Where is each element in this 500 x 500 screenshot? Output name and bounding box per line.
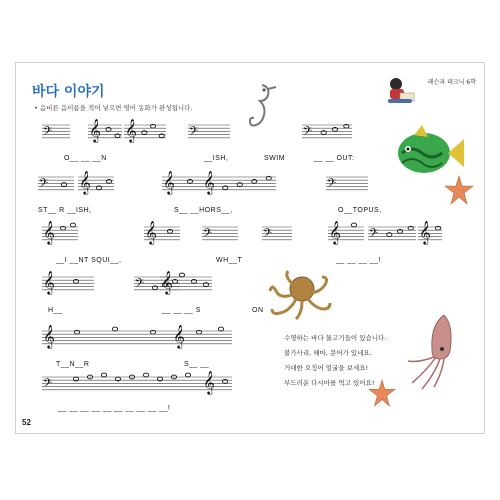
word-line: ON [252, 307, 264, 314]
treble-clef-icon: 𝄞 [161, 270, 173, 294]
word-line: ST__ R __ISH, [38, 207, 92, 214]
treble-clef-icon: 𝄞 [43, 270, 55, 294]
treble-clef-icon: 𝄞 [203, 370, 215, 394]
note-head [101, 373, 106, 377]
page-number: 52 [22, 418, 31, 427]
note-head [70, 223, 75, 227]
treble-clef-icon: 𝄞 [173, 324, 185, 348]
story-line: 불가사리, 해마, 문어가 있네요. [284, 349, 372, 357]
starfish-icon [368, 379, 396, 407]
note-head [143, 373, 148, 377]
seahorse-icon [244, 81, 278, 137]
fish-icon [394, 123, 466, 183]
treble-clef-icon: 𝄞 [163, 170, 175, 194]
instruction-text: • 음비른 음이름을 적어 넣으면 영어 동화가 완성됩니다. [34, 104, 193, 112]
treble-clef-icon: 𝄞 [203, 170, 215, 194]
bass-clef-icon: 𝄢 [39, 177, 49, 193]
treble-clef-icon: 𝄞 [145, 220, 157, 244]
bass-clef-icon: 𝄢 [263, 227, 273, 243]
word-line: O__TOPUS, [338, 207, 382, 214]
bass-clef-icon: 𝄢 [135, 277, 145, 293]
bass-clef-icon: 𝄢 [303, 125, 313, 141]
word-line: __I __NT SQUI__, [56, 257, 122, 264]
story-line: 부드러운 다시마를 먹고 있어요! [284, 379, 375, 387]
word-line: H__ [48, 307, 63, 314]
word-line: __ISH, [204, 155, 229, 162]
treble-clef-icon: 𝄞 [89, 118, 101, 142]
word-line: __ __ __ __ __ __ __ __ __ __! [58, 405, 171, 412]
note-head [185, 373, 190, 377]
word-line: T__N__R [56, 361, 90, 368]
series-label: 레슨과 테크닉 6학 [427, 79, 476, 86]
reading-child-icon [384, 75, 418, 109]
treble-clef-icon: 𝄞 [43, 220, 55, 244]
word-line: SWIM [264, 155, 286, 162]
note-head [218, 327, 223, 331]
word-line: S__ __HORS__, [174, 207, 233, 214]
bass-clef-icon: 𝄢 [369, 227, 379, 243]
bass-clef-icon: 𝄢 [203, 227, 213, 243]
word-line: __ __ __ S [162, 307, 201, 314]
page-title: 바다 이야기 [32, 84, 105, 100]
workbook-page [15, 62, 485, 434]
word-line: O__ __ __N [64, 155, 107, 162]
bass-clef-icon: 𝄢 [43, 377, 53, 393]
octopus-icon [268, 269, 332, 325]
bass-clef-icon: 𝄢 [327, 177, 337, 193]
starfish-icon [444, 175, 474, 205]
word-line: S__ __ [184, 361, 210, 368]
story-line: 거대한 오징어 얼굴을 보세요! [284, 364, 369, 372]
treble-clef-icon: 𝄞 [125, 118, 137, 142]
squid-icon [404, 313, 464, 395]
note-head [351, 223, 356, 227]
treble-clef-icon: 𝄞 [419, 220, 431, 244]
word-line: __ __ OUT: [314, 155, 355, 162]
story-line: 수영하는 바다 물고기들이 있습니다. [284, 334, 387, 342]
note-head [179, 273, 184, 277]
treble-clef-icon: 𝄞 [79, 170, 91, 194]
word-line: WH__T [216, 257, 243, 264]
bass-clef-icon: 𝄢 [43, 125, 53, 141]
word-line: __ __ __ __! [336, 257, 381, 264]
treble-clef-icon: 𝄞 [329, 220, 341, 244]
note-head [112, 327, 117, 331]
treble-clef-icon: 𝄞 [43, 324, 55, 348]
bass-clef-icon: 𝄢 [189, 125, 199, 141]
